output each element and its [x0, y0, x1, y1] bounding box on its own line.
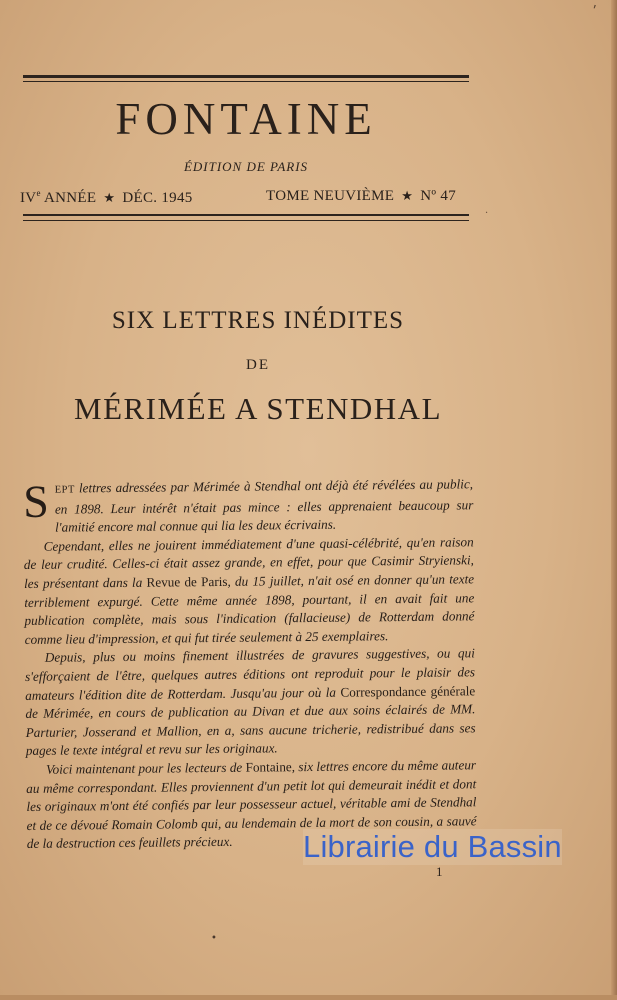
star-separator-icon: ★	[401, 188, 414, 203]
article-body	[23, 475, 477, 854]
paragraph-3-roman: Correspondance générale	[340, 682, 476, 700]
issue-date: DÉC. 1945	[122, 190, 193, 206]
issue-tome-number	[266, 188, 456, 205]
star-separator-icon: ★	[103, 190, 116, 205]
pencil-mark: ʹ	[590, 3, 598, 21]
paragraph-3	[25, 645, 476, 761]
masthead-bottom-rule-thick	[23, 214, 469, 216]
bookseller-watermark: Librairie du Bassin	[303, 829, 562, 864]
paragraph-2	[24, 533, 475, 649]
paragraph-2-text-a: Cependant, elles ne jouirent immédiatement d'une quasi-célébrité, qu'en raison de leur crudité. Celles-ci était assez grande, en effet, pour que Casimir Stryienski, les présentant dans la	[23, 534, 474, 591]
masthead-title: FONTAINE	[115, 94, 377, 144]
masthead-edition: ÉDITION DE PARIS	[183, 159, 309, 174]
issue-tome: TOME NEUVIÈME	[266, 188, 395, 204]
paragraph-1-text: lettres adressées par Mérimée à Stendhal ont déjà été révélées au public, en 1898. Leur intérêt n'était pas mince : elles apprenaient beaucoup sur l'amitié encore mal connue qui lia les deux écrivains.	[54, 476, 474, 535]
page-edge-right	[611, 0, 617, 1000]
article-title-line2: MÉRIMÉE A STENDHAL	[74, 391, 442, 426]
paragraph-4-roman: Fontaine	[245, 759, 292, 775]
paragraph-3-text-a: Depuis, plus ou moins finement illustrées de gravures suggestives, ou qui s'efforçaient de l'être, quelques autres éditions ont reproduit pour le plaisir des amateurs l'édition dite de Rotterdam. Jusqu'au jour où la	[24, 645, 476, 703]
paragraph-4-text-a: Voici maintenant pour les lecteurs de	[45, 759, 246, 777]
paragraph-2-text-b: , du 15 juillet, n'ait osé en donner qu'un texte terriblement expurgé. Cette même année 1898, pourtant, il en avait fait une publication complète, mais sous l'indication (fallacieuse) de Rotterdam donné comme lieu d'impression, et qui fut tirée seulement à 25 exemplaires.	[24, 571, 475, 647]
paragraph-3-text-b: de Mérimée, en cours de publication au Divan et due aux soins éclairés de MM. Parturier, Josserand et Mallion, en a, sans aucune tricherie, redistribué dans ses pages le texte intégral et revu sur les originaux.	[25, 701, 476, 759]
page-edge-bottom	[0, 995, 617, 1000]
issue-number: Nº 47	[420, 188, 457, 204]
issue-year-rest: ANNÉE	[40, 190, 97, 206]
article-title-line1: SIX LETTRES INÉDITES	[111, 307, 405, 334]
article-title-de: DE	[246, 357, 270, 373]
paragraph-4-text-b: , six lettres encore du même auteur au même correspondant. Elles proviennent d'un petit lot qui demeurait inédit et dont les originaux m'ont été confiés par leur possesseur actuel, véritable ami de Stendhal et de ce dévoué Romain Colomb qui, au lendemain de la mort de son cousin, a sauvé de la destruction ces feuillets précieux.	[26, 757, 477, 852]
issue-year-date	[20, 188, 193, 207]
masthead-top-rule-thick	[23, 75, 469, 78]
issue-year-numeral: IV	[20, 190, 37, 206]
drop-cap: S	[22, 475, 50, 527]
masthead-bottom-rule-thin	[23, 220, 469, 221]
masthead-top-rule-thin	[23, 81, 469, 82]
issue-year-sup: e	[36, 188, 41, 198]
paper-speck: •	[211, 933, 217, 944]
paragraph-2-roman: Revue de Paris	[146, 573, 228, 590]
drop-cap-smallcaps: EPT	[54, 484, 75, 496]
paper-speck: ·	[485, 208, 489, 219]
page-folio: 1	[436, 864, 443, 879]
paragraph-1	[23, 475, 474, 537]
